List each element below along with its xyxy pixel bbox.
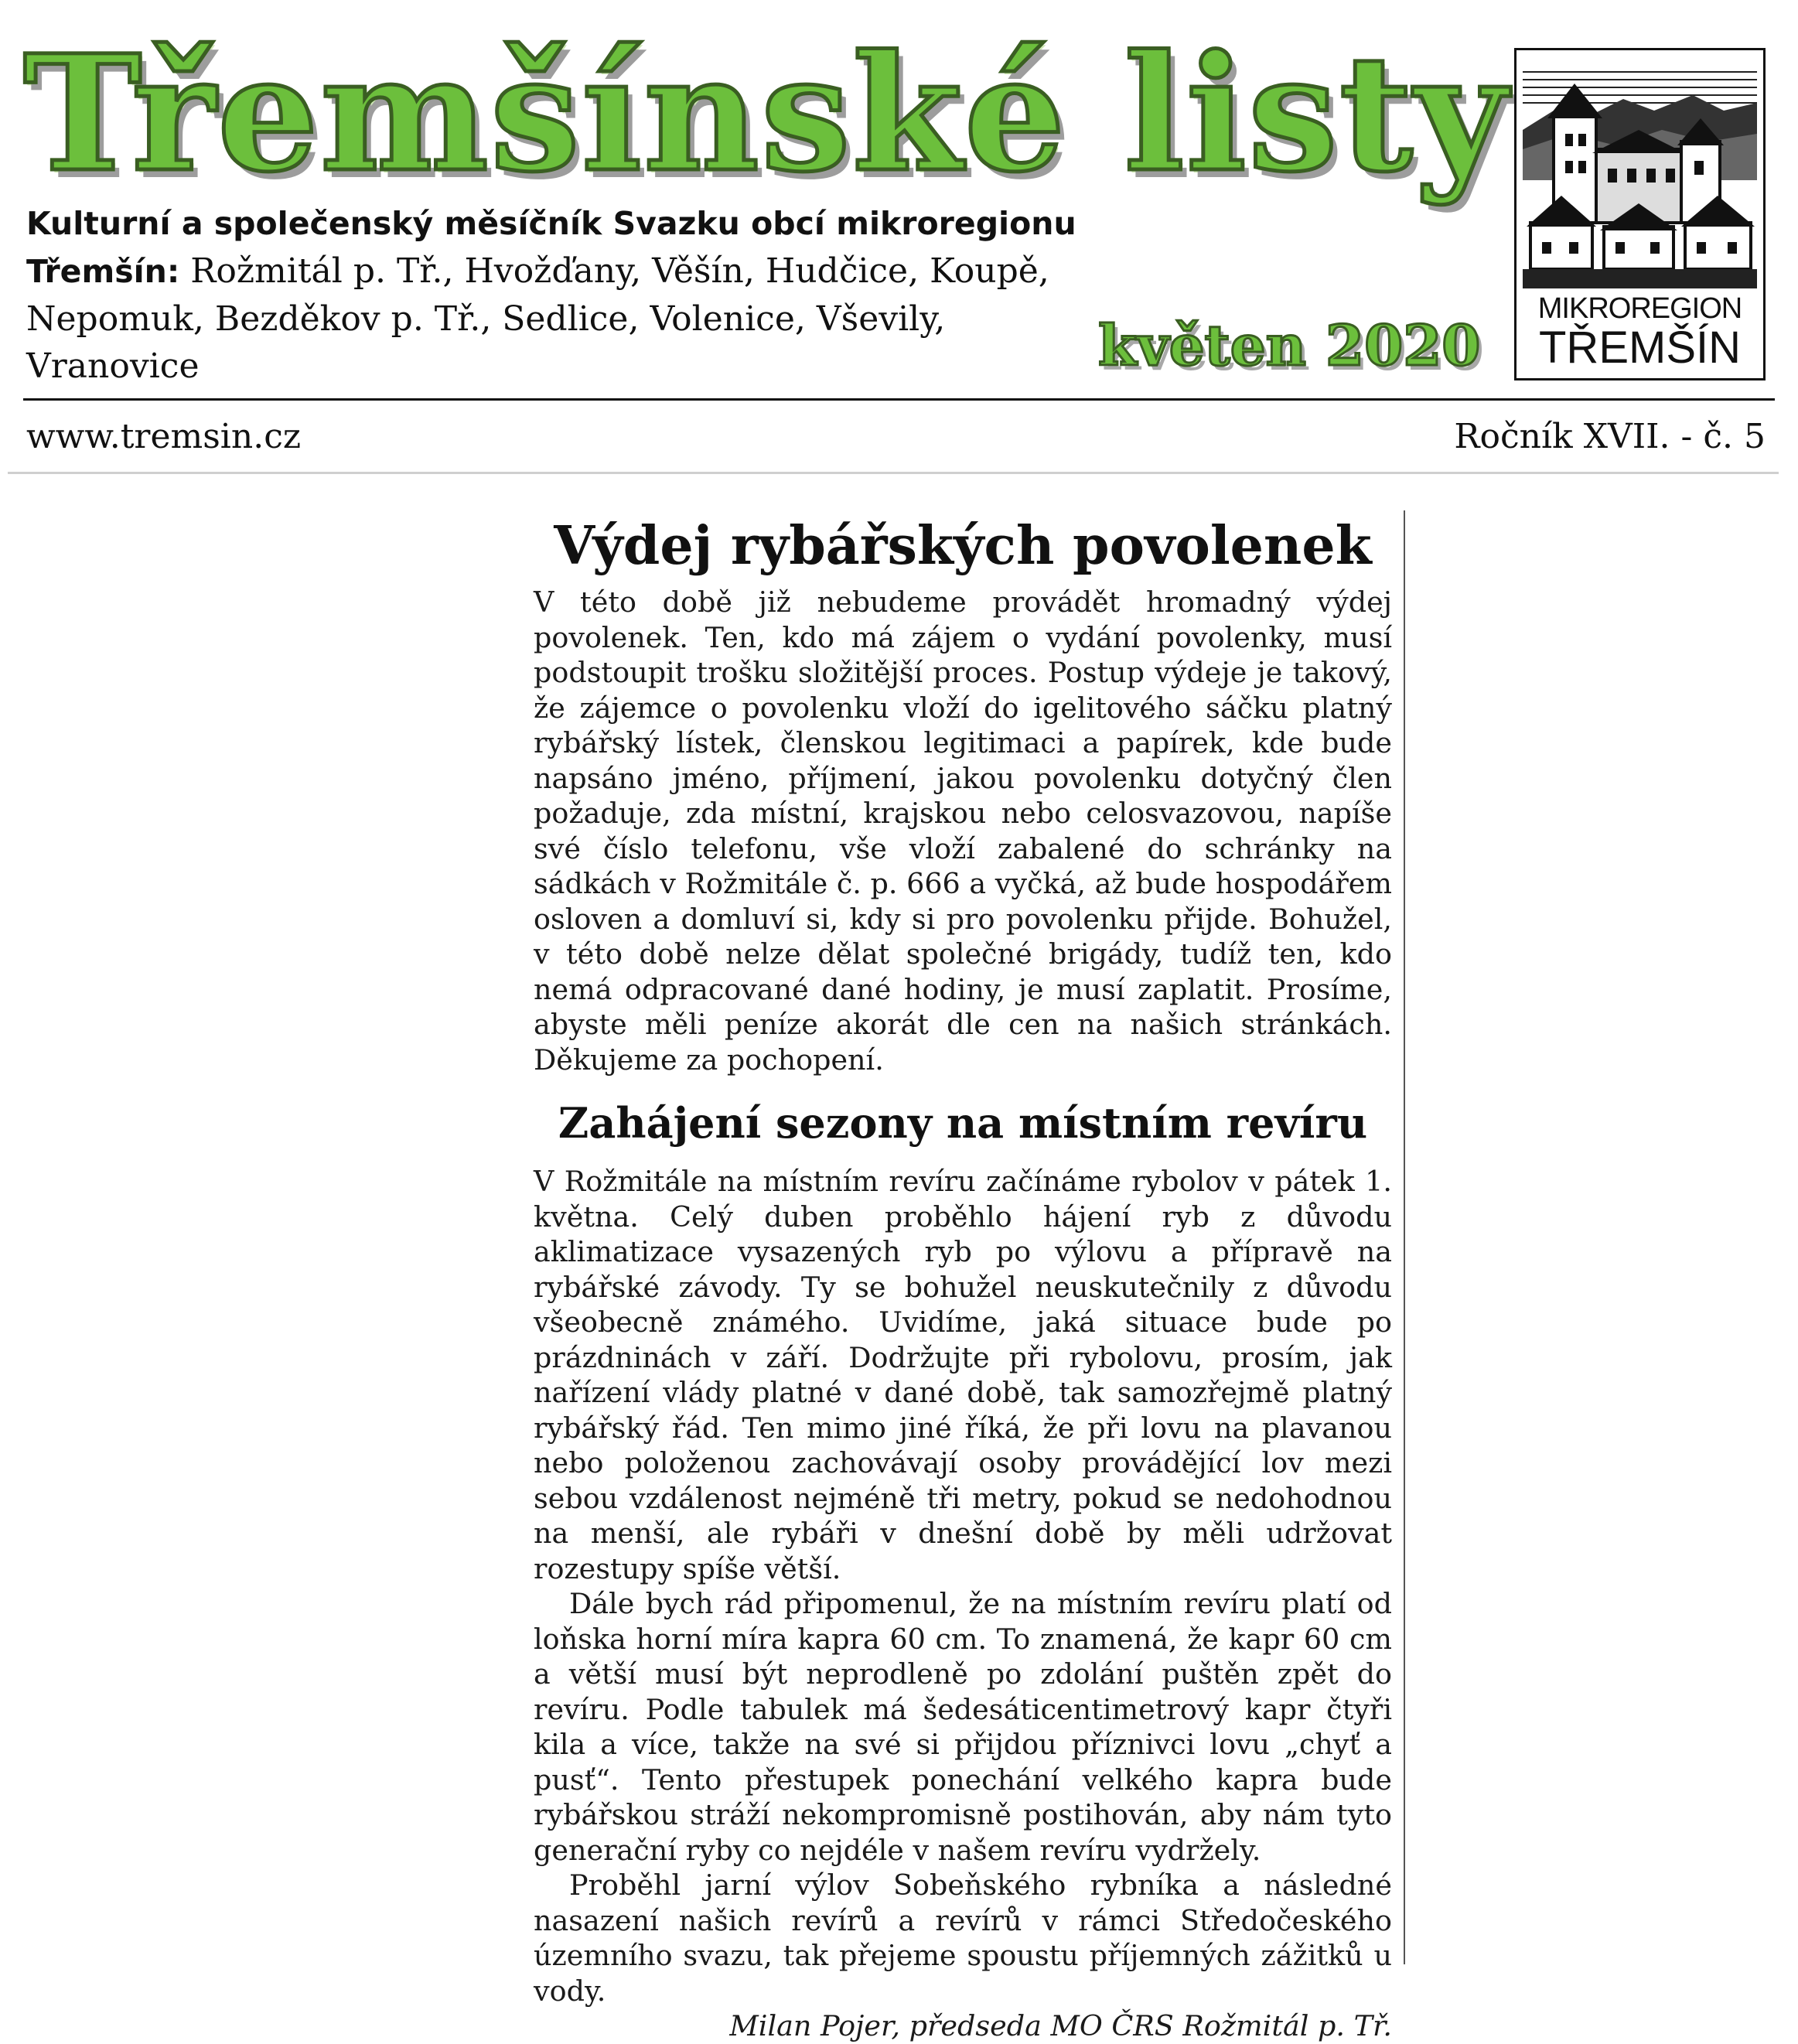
volume-issue: Ročník XVII. - č. 5 [1454, 417, 1766, 456]
newspaper-title: Třemšínské listy [23, 20, 1509, 207]
article-column [534, 510, 1392, 2042]
clipping-edge [8, 472, 1779, 474]
author-signature: Milan Pojer, předseda MO ČRS Rožmitál p. Tř. [729, 2009, 1392, 2042]
subtitle-municipalities: Rožmitál p. Tř., Hvožďany, Věšín, Hudčice, Koupě, Nepomuk, Bezděkov p. Tř., Sedlice, Volenice, Vševily, Vranovice [26, 251, 1049, 386]
article-paragraph: Dále bych rád připomenul, že na místním revíru platí od loňska horní míra kapra 60 cm. To znamená, že kapr 60 cm a větší musí být neprodleně po zdolání puštěn zpět do revíru. Podle tabulek má šedesáticentimetrový kapr čtyři kila a více, takže na své si přijdou příznivci lovu „chyť a pusť“. Tento přestupek ponechání velkého kapra bude rybářskou stráží nekompromisně postihován, aby nám tyto generační ryby co nejdéle v našem revíru vydržely. [534, 1587, 1392, 1867]
article-headline: Výdej rybářských povolenek [554, 515, 1372, 577]
article-paragraph: V této době již nebudeme provádět hromadný výdej povolenek. Ten, kdo má zájem o vydání povolenky, musí podstoupit trošku složitější proces. Postup výdeje je takový, že zájemce o povolenku vloží do igelitového sáčku platný rybářský lístek, členskou legitimaci a papírek, kde bude napsáno jméno, příjmení, jakou povolenku dotyčný člen požaduje, zda místní, krajskou nebo celosvazovou, napíše své číslo telefonu, vše vloží zabalené do schránky na sádkách v Rožmitále č. p. 666 a vyčká, až bude hospodářem osloven a domluví si, kdy si pro povolenku přijde. Bohužel, v této době nelze dělat společné brigády, tudíž ten, kdo nemá odpracované dané hodiny, je musí zaplatit. Prosíme, abyste měli peníze akorát dle cen na našich stránkách. Děkujeme za pochopení. [534, 585, 1392, 1077]
article-paragraph: V Rožmitále na místním revíru začínáme rybolov v pátek 1. května. Celý duben proběhlo hájení ryb z důvodu aklimatizace vysazených ryb po výlovu a přípravě na rybářské závody. Ty se bohužel neuskutečnily z důvodu všeobecně známého. Uvidíme, jaká situace bude po prázdninách v září. Dodržujte při rybolovu, prosím, jak nařízení vlády platné v dané době, tak samozřejmě platný rybářský řád. Ten mimo jiné říká, že při lovu na plavanou nebo položenou zachovávají osoby provádějící lov mezi sebou vzdálenost nejméně tři metry, pokud se nedohodnou na menší, ale rybáři v dnešní době by měli udržovat rozestupy spíše větší. [534, 1165, 1392, 1585]
castle-illustration-icon [1523, 56, 1757, 288]
masthead-subtitle [26, 200, 1109, 390]
signature-line [534, 2008, 1392, 2044]
column-divider [1404, 510, 1405, 1964]
masthead-divider [23, 398, 1775, 401]
mikroregion-logo [1514, 48, 1766, 380]
website-url: www.tremsin.cz [26, 417, 302, 456]
article-paragraph: Proběhl jarní výlov Sobeňského rybníka a následné nasazení našich revírů a revírů v rámci Středočeského územního svazu, tak přejeme spoustu příjemných zážitků u vody. [534, 1868, 1392, 2008]
issue-date: květen 2020 [1098, 312, 1481, 378]
logo-text-tremsin: TŘEMŠÍN [1539, 322, 1741, 373]
logo-text-mikroregion: MIKROREGION [1537, 292, 1742, 325]
subtitle-bold: Kulturní a společenský měsíčník Svazku obcí mikroregionu Třemšín: [26, 205, 1076, 290]
article-headline: Zahájení sezony na místním revíru [558, 1098, 1368, 1148]
